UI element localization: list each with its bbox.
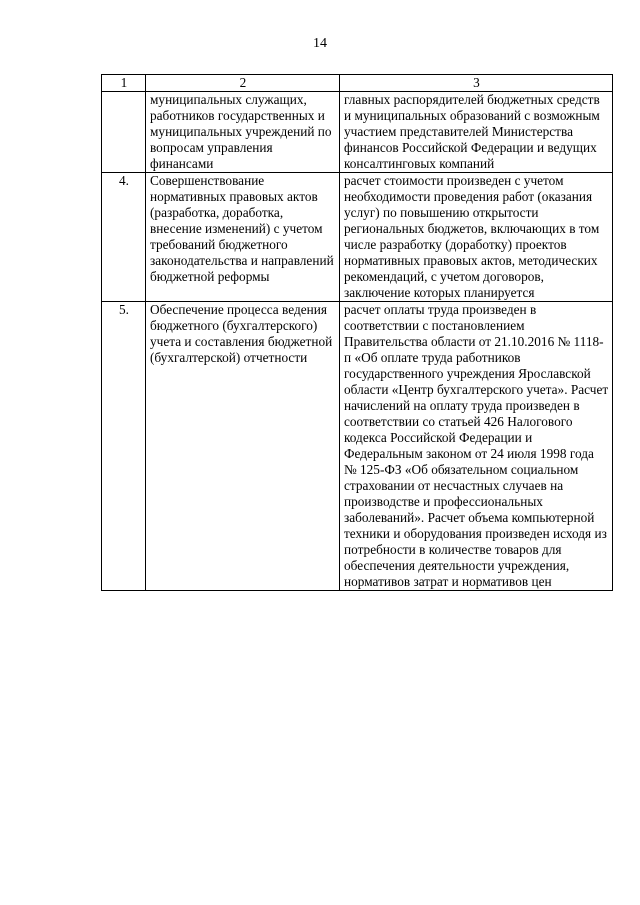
row-number: 4. (102, 173, 146, 302)
activity-name: Совершенствование нормативных правовых актов (разработка, доработка, внесение изменений) с учетом требований бюджетного законодательства и направлений бюджетной реформы (146, 173, 340, 302)
table-row (102, 92, 613, 173)
table-header-row (102, 75, 613, 92)
cost-justification: расчет оплаты труда произведен в соответствии с постановлением Правительства области от 21.10.2016 № 1118-п «Об оплате труда работников государственного учреждения Ярославской области «Центр бухгалтерского учета». Расчет начислений на оплату труда произведен в соответствии со статьей 426 Налогового кодекса Российской Федерации и Федеральным законом от 24 июля 1998 года № 125-ФЗ «Об обязательном социальном страховании от несчастных случаев на производстве и профессиональных заболеваний». Расчет объема компьютерной техники и оборудования произведен исходя из потребности в количестве товаров для обеспечения деятельности учреждения, нормативов затрат и нормативов цен (340, 302, 613, 591)
column-header-3: 3 (340, 75, 613, 92)
activity-name: муниципальных служащих, работников государственных и муниципальных учреждений по вопросам управления финансами (146, 92, 340, 173)
activity-name: Обеспечение процесса ведения бюджетного (бухгалтерского) учета и составления бюджетной (бухгалтерской) отчетности (146, 302, 340, 591)
column-header-2: 2 (146, 75, 340, 92)
column-header-1: 1 (102, 75, 146, 92)
table-row (102, 302, 613, 591)
table-row (102, 173, 613, 302)
justification-table (101, 74, 613, 591)
page-number: 14 (313, 36, 327, 51)
cost-justification: главных распорядителей бюджетных средств и муниципальных образований с возможным участием представителей Министерства финансов Российской Федерации и ведущих консалтинговых компаний (340, 92, 613, 173)
row-number: 5. (102, 302, 146, 591)
row-number (102, 92, 146, 173)
cost-justification: расчет стоимости произведен с учетом необходимости проведения работ (оказания услуг) по повышению открытости региональных бюджетов, включающих в том числе разработку (доработку) проектов нормативных правовых актов, методических рекомендаций, с учетом договоров, заключение которых планируется (340, 173, 613, 302)
